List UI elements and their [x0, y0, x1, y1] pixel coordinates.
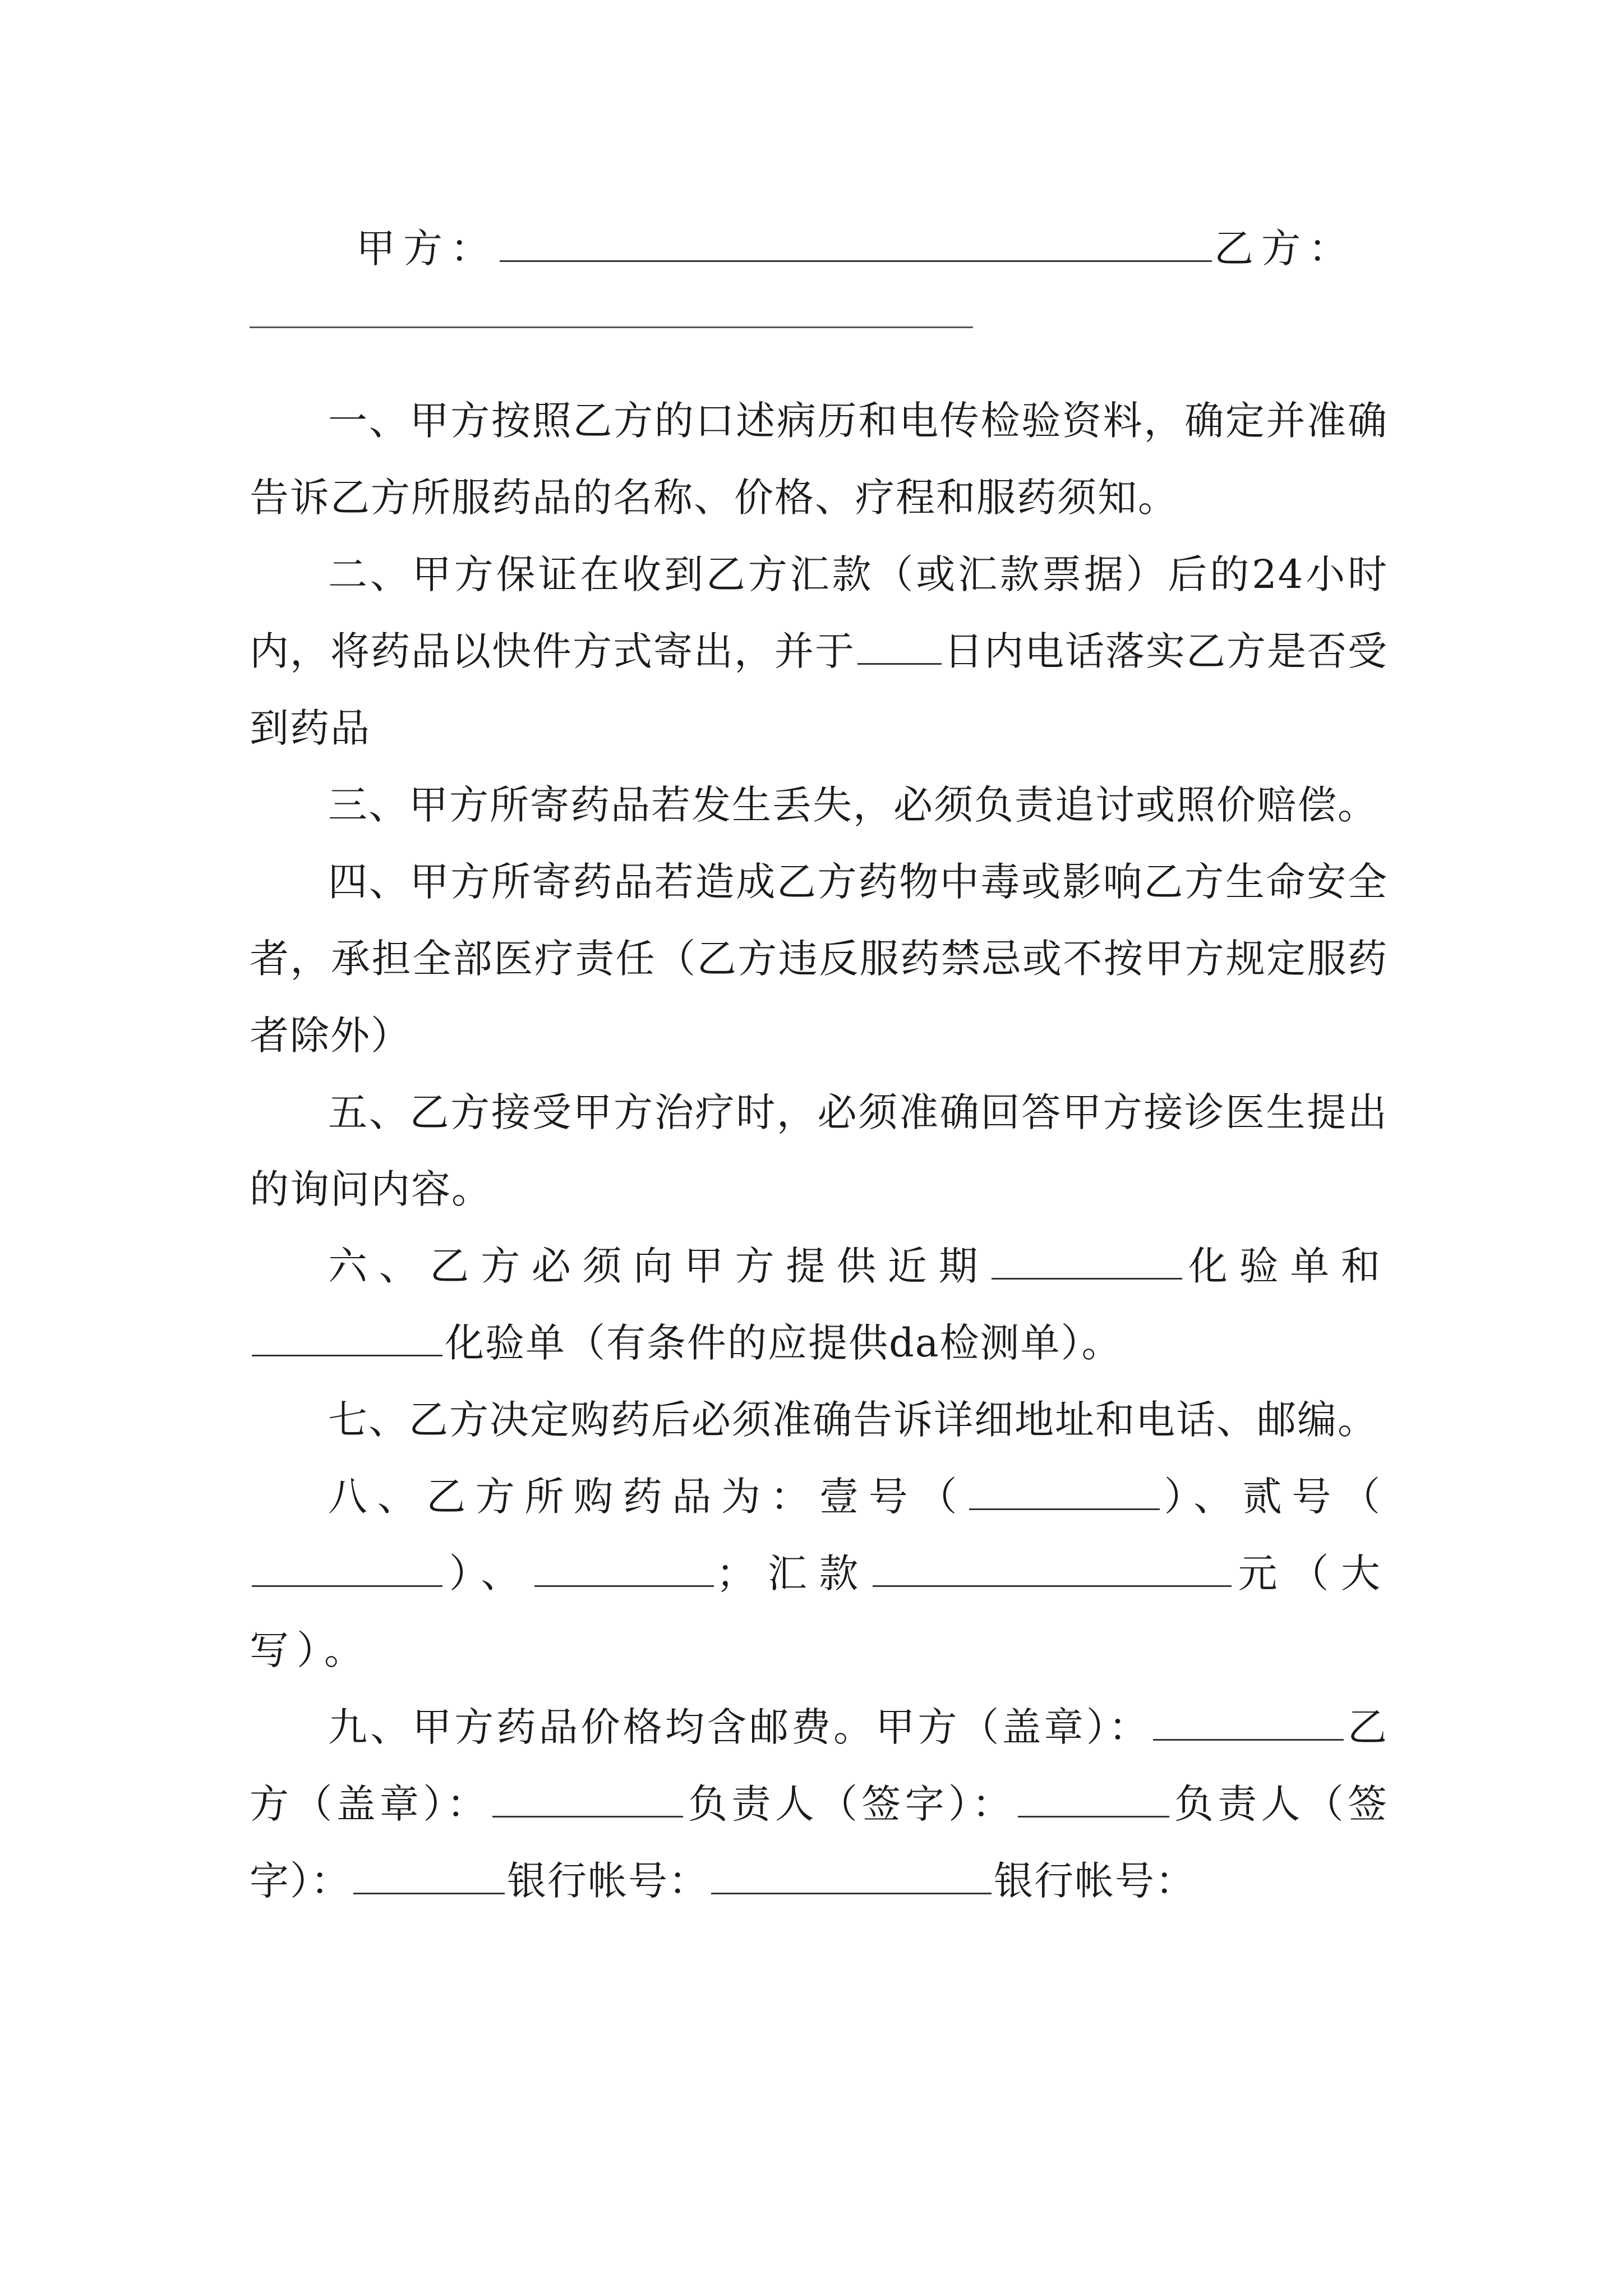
party-b-label: 乙方： — [1214, 226, 1355, 272]
clause-6-text-c: 化验单（有条件的应提供da检测单）。 — [445, 1320, 1122, 1366]
clause-9-party-a-seal-label: 九、甲方药品价格均含邮费。甲方（盖章）： — [328, 1704, 1151, 1750]
clause-8-text-a: 八、乙方所购药品为：壹号（ — [328, 1474, 967, 1520]
clause-3-text: 三、甲方所寄药品若发生丢失，必须负责追讨或照价赔偿。 — [328, 782, 1378, 828]
clause-9-signer-a-label: 负责人（签字）： — [685, 1781, 1016, 1827]
clause-9-bank-b-label: 银行帐号： — [994, 1858, 1196, 1904]
clause-6-text-b: 化验单和 — [1184, 1243, 1389, 1289]
clause-8-text-b: ）、贰号（ — [1161, 1474, 1389, 1520]
party-b-blank[interactable] — [250, 326, 973, 328]
clause-2-days-blank[interactable] — [857, 629, 942, 665]
party-a-seal-blank[interactable] — [1153, 1705, 1344, 1741]
clause-8 — [250, 1458, 1388, 1689]
clause-2-text-a: 二、甲方保证在收到乙方汇款（或汇款票据）后的24小时内，将药品以快件方式寄出，并于 — [250, 551, 1388, 674]
clause-8-text-c: ）、 — [445, 1550, 532, 1596]
party-a-blank[interactable] — [500, 227, 1212, 262]
clause-9-party-b-seal-label: 乙方（盖章）： — [250, 1704, 1389, 1827]
clause-6 — [250, 1228, 1388, 1382]
bank-account-a-blank[interactable] — [711, 1859, 992, 1894]
clause-3 — [250, 767, 1388, 844]
clause-4-text: 四、甲方所寄药品若造成乙方药物中毒或影响乙方生命安全者，承担全部医疗责任（乙方违反服药禁忌或不按甲方规定服药者除外） — [250, 859, 1388, 1059]
clause-8-item-1-blank[interactable] — [969, 1475, 1160, 1510]
clause-9 — [250, 1689, 1388, 1920]
clause-1-text: 一、甲方按照乙方的口述病历和电传检验资料，确定并准确告诉乙方所服药品的名称、价格、疗程和服药须知。 — [250, 398, 1388, 521]
clause-6-text-a: 六、乙方必须向甲方提供近期 — [328, 1243, 990, 1289]
clause-9-signer-b-label: 负责人（签字）： — [250, 1781, 1389, 1904]
clause-8-item-3-blank[interactable] — [534, 1552, 714, 1587]
clause-1 — [250, 383, 1388, 536]
clause-8-text-e: 元（大写）。 — [250, 1550, 1388, 1673]
clause-8-text-d: ；汇款 — [716, 1550, 870, 1596]
contract-body — [250, 210, 1388, 1920]
clause-5 — [250, 1074, 1388, 1228]
clause-4 — [250, 844, 1388, 1074]
clause-6-test-blank-1[interactable] — [992, 1244, 1182, 1280]
party-a-label: 甲方： — [356, 226, 497, 272]
clause-9-bank-a-label: 银行帐号： — [507, 1858, 709, 1904]
signer-b-blank[interactable] — [353, 1859, 505, 1894]
clause-2 — [250, 536, 1388, 767]
clause-6-test-blank-2[interactable] — [252, 1321, 442, 1356]
party-header-line — [250, 210, 1388, 287]
party-b-blank-line — [250, 287, 1388, 383]
clause-7 — [250, 1382, 1388, 1458]
party-b-seal-blank[interactable] — [492, 1782, 683, 1818]
clause-8-amount-blank[interactable] — [873, 1552, 1232, 1587]
clause-8-item-2-blank[interactable] — [252, 1552, 442, 1587]
clause-2-text-b: 日内电话落实乙方是否受到药品 — [250, 628, 1388, 751]
clause-7-text: 七、乙方决定购药后必须准确告诉详细地址和电话、邮编。 — [328, 1397, 1378, 1443]
clause-5-text: 五、乙方接受甲方治疗时，必须准确回答甲方接诊医生提出的询问内容。 — [250, 1089, 1388, 1212]
signer-a-blank[interactable] — [1018, 1782, 1169, 1818]
